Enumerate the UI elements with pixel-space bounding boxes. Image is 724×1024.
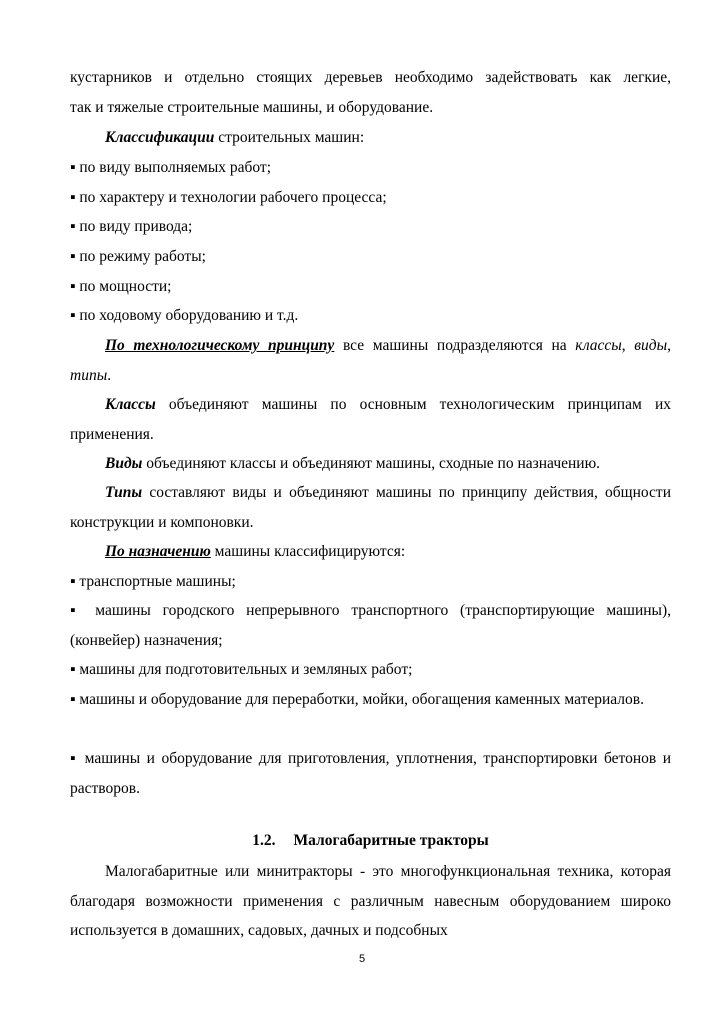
term-underlined: По технологическому принципу [105,337,335,354]
text-span: , [621,337,626,354]
text-line [70,63,671,93]
classification-heading-line [70,123,671,153]
section-heading [70,826,671,856]
bullet-text: ▪ машины и оборудование для приготовления, уплотнения, транспортировки бетонов и растворов. [70,750,671,797]
bullet-item [70,596,671,655]
bullet-item [70,272,671,302]
text-span: составляют виды и объединяют машины по принципу действия, общности конструкции и компоновки. [70,484,671,531]
classification-term: Классификации [105,129,215,146]
bullet-text: ▪ по характеру и технологии рабочего процесса; [70,189,387,206]
paragraph [70,537,671,567]
paragraph [70,449,671,479]
bullet-text: ▪ по виду привода; [70,218,193,235]
term-italic: типы [70,366,108,384]
text-span: , [667,337,671,354]
bullet-item [70,567,671,597]
paragraph [70,331,671,390]
bullet-text: ▪ по ходовому оборудованию и т.д. [70,307,299,324]
bullet-item [70,301,671,331]
paragraph [70,390,671,449]
bullet-text: ▪ машины и оборудование для переработки, мойки, обогащения каменных материалов. [70,691,644,708]
bullet-item [70,744,671,803]
term-bold-italic: Классы [105,396,156,413]
term-bold-italic: Типы [105,484,143,501]
bullet-item [70,685,671,715]
bullet-text: ▪ машины для подготовительных и земляных работ; [70,661,413,678]
text-span: объединяют классы и объединяют машины, сходные по назначению. [142,455,601,472]
text-span: все машины подразделяются на [334,337,576,354]
bullet-item [70,212,671,242]
text-span: Малогабаритные или минитракторы - это многофункциональная техника, которая благодаря возможности применения с различным навесным оборудованием широко используется в домашних, садовых, дачных и подсобных [70,863,671,940]
text-span: кустарников и отдельно стоящих деревьев необходимо задействовать как легкие, [70,69,671,86]
term-underlined: По назначению [105,543,211,560]
text-span: строительных машин: [214,129,365,146]
bullet-item [70,153,671,183]
section-title: Малогабаритные тракторы [293,832,489,849]
bullet-item [70,242,671,272]
text-span: . [107,366,112,384]
term-bold-italic: Виды [105,455,143,472]
bullet-text: ▪ по мощности; [70,278,172,295]
paragraph [70,857,671,946]
paragraph [70,478,671,537]
bullet-text: ▪ по виду выполняемых работ; [70,159,272,176]
term-italic: виды [634,337,668,354]
text-line [70,93,671,123]
bullet-text: ▪ машины городского непрерывного транспортного (транспортирующие машины), (конвейер) назначения; [70,602,671,649]
text-span: так и тяжелые строительные машины, и оборудование. [70,99,434,116]
section-number: 1.2. [252,832,276,849]
text-span: объединяют машины по основным технологическим принципам их применения. [70,396,671,443]
bullet-text: ▪ по режиму работы; [70,248,206,265]
bullet-text: ▪ транспортные машины; [70,573,236,590]
bullet-item [70,655,671,685]
bullet-item [70,183,671,213]
term-italic: классы [575,337,622,354]
text-span: машины классифицируются: [210,543,406,560]
page-number: 5 [358,953,366,965]
